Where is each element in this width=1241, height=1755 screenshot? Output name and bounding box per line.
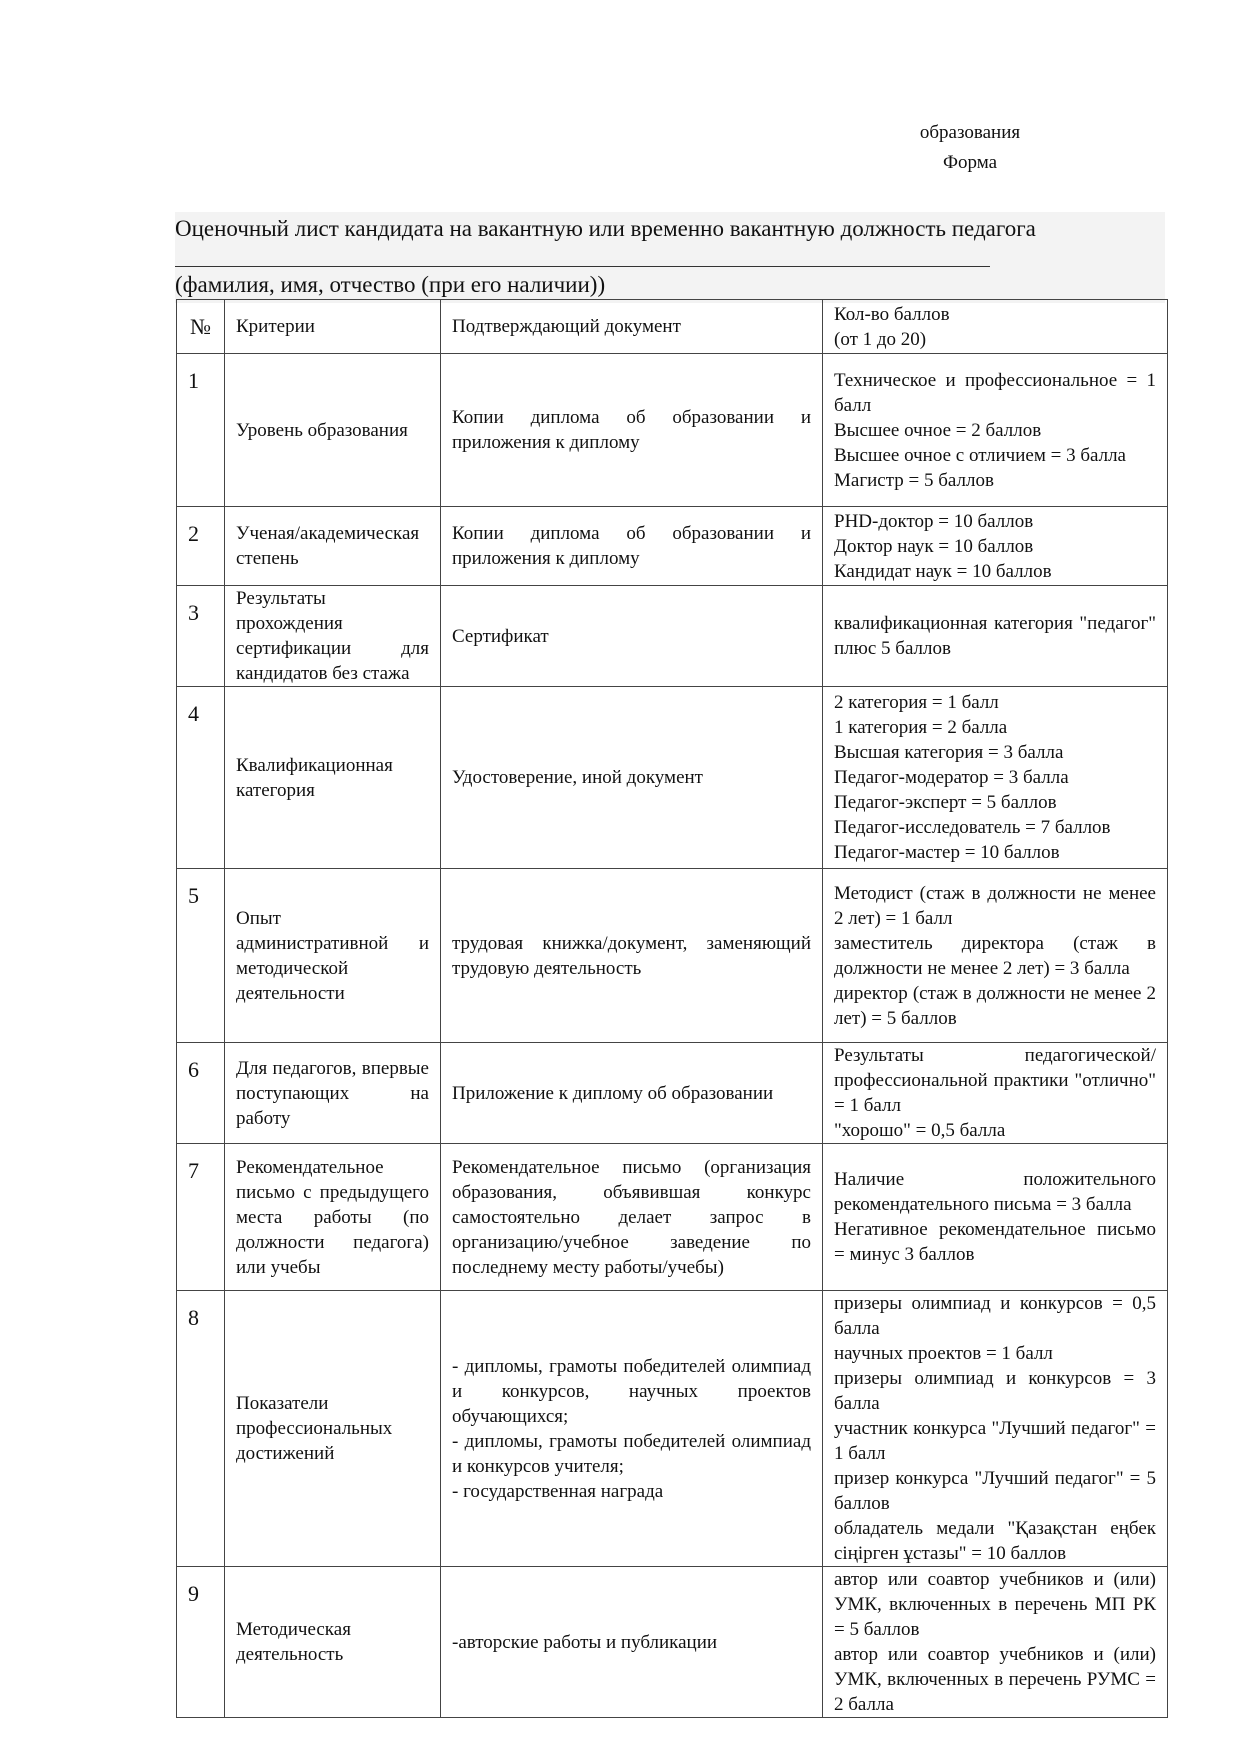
column-header-document: Подтверждающий документ: [441, 300, 823, 354]
row-number: 3: [177, 586, 225, 687]
table-row: [177, 354, 1168, 507]
score-line: Кандидат наук = 10 баллов: [834, 560, 1052, 582]
score-line: Педагог-исследователь = 7 баллов: [834, 817, 1111, 838]
name-underline: [175, 246, 990, 267]
table-row: [177, 1043, 1168, 1144]
criteria-cell: Для педагогов, впервые поступающих на работу: [225, 1043, 441, 1144]
row-number: 4: [177, 687, 225, 869]
document-title: Оценочный лист кандидата на вакантную или временно вакантную должность педагога: [175, 216, 1036, 241]
score-line: директор (стаж в должности не менее 2 лет) = 5 баллов: [834, 982, 1156, 1029]
criteria-cell: Ученая/академическая степень: [225, 507, 441, 586]
score-line: 1 категория = 2 балла: [834, 717, 1008, 738]
score-cell: [823, 687, 1168, 869]
column-header-score: [823, 300, 1168, 354]
row-number: 1: [177, 354, 225, 507]
document-cell: Копии диплома об образовании и приложения к диплому: [441, 354, 823, 507]
score-line: Доктор наук = 10 баллов: [834, 535, 1034, 557]
score-cell: [823, 1291, 1168, 1567]
row-number: 7: [177, 1144, 225, 1291]
score-line: Результаты педагогической/ профессиональной практики "отлично" = 1 балл: [834, 1045, 1156, 1116]
score-cell: [823, 586, 1168, 687]
score-line: призеры олимпиад и конкурсов = 3 балла: [834, 1368, 1156, 1414]
criteria-cell: Рекомендательное письмо с предыдущего места работы (по должности педагога) или учебы: [225, 1144, 441, 1291]
document-cell: Сертификат: [441, 586, 823, 687]
score-line: Высшая категория = 3 балла: [834, 742, 1064, 763]
score-line: обладатель медали "Қазақстан еңбек сіңірген ұстазы" = 10 баллов: [834, 1518, 1156, 1564]
name-caption: (фамилия, имя, отчество (при его наличии)): [175, 272, 606, 297]
row-number: 6: [177, 1043, 225, 1144]
score-cell: [823, 1043, 1168, 1144]
score-line: квалификационная категория "педагог" плюс 5 баллов: [834, 613, 1156, 659]
score-line: Магистр = 5 баллов: [834, 469, 994, 491]
table-row: [177, 869, 1168, 1043]
column-header-criteria: Критерии: [225, 300, 441, 354]
score-cell: [823, 507, 1168, 586]
score-cell: [823, 354, 1168, 507]
assessment-table: [176, 299, 1168, 1718]
document-cell: Удостоверение, иной документ: [441, 687, 823, 869]
score-line: 2 категория = 1 балл: [834, 692, 999, 713]
row-number: 8: [177, 1291, 225, 1567]
document-cell: -авторские работы и публикации: [441, 1567, 823, 1718]
table-row: [177, 1291, 1168, 1567]
score-cell: [823, 1144, 1168, 1291]
criteria-cell: Уровень образования: [225, 354, 441, 507]
score-line: Высшее очное с отличием = 3 балла: [834, 444, 1126, 466]
document-cell: трудовая книжка/документ, заменяющий трудовую деятельность: [441, 869, 823, 1043]
table-row: [177, 507, 1168, 586]
row-number: 5: [177, 869, 225, 1043]
score-header-label: Кол-во баллов: [834, 303, 950, 325]
score-line: Педагог-мастер = 10 баллов: [834, 842, 1060, 863]
header-line-education: образования: [919, 122, 1021, 143]
score-line: Наличие положительного рекомендательного письма = 3 балла: [834, 1169, 1156, 1215]
score-line: Педагог-эксперт = 5 баллов: [834, 792, 1057, 813]
header-line-form: Форма: [942, 152, 998, 173]
criteria-cell: Результаты прохождения сертификации для кандидатов без стажа: [225, 586, 441, 687]
score-cell: [823, 1567, 1168, 1718]
criteria-cell: Показатели профессиональных достижений: [225, 1291, 441, 1567]
criteria-cell: Методическая деятельность: [225, 1567, 441, 1718]
score-line: автор или соавтор учебников и (или) УМК, включенных в перечень МП РК = 5 баллов: [834, 1569, 1156, 1640]
row-number: 9: [177, 1567, 225, 1718]
column-header-number: №: [177, 300, 225, 354]
table-row: [177, 586, 1168, 687]
criteria-cell: Опыт административной и методической деятельности: [225, 869, 441, 1043]
document-line: - дипломы, грамоты победителей олимпиад и конкурсов, научных проектов обучающихся;: [452, 1355, 811, 1427]
score-line: Негативное рекомендательное письмо = минус 3 баллов: [834, 1219, 1156, 1265]
score-line: участник конкурса "Лучший педагог" = 1 балл: [834, 1418, 1156, 1464]
document-line: - государственная награда: [452, 1480, 664, 1502]
score-line: научных проектов = 1 балл: [834, 1343, 1053, 1364]
score-line: призер конкурса "Лучший педагог" = 5 баллов: [834, 1468, 1156, 1514]
score-cell: [823, 869, 1168, 1043]
score-line: заместитель директора (стаж в должности не менее 2 лет) = 3 балла: [834, 932, 1156, 979]
document-line: - дипломы, грамоты победителей олимпиад и конкурсов учителя;: [452, 1430, 811, 1477]
document-cell: Копии диплома об образовании и приложения к диплому: [441, 507, 823, 586]
score-line: Методист (стаж в должности не менее 2 лет) = 1 балл: [834, 882, 1156, 929]
page-header: [860, 118, 1080, 178]
document-cell: Приложение к диплому об образовании: [441, 1043, 823, 1144]
score-line: призеры олимпиад и конкурсов = 0,5 балла: [834, 1293, 1156, 1339]
score-line: Педагог-модератор = 3 балла: [834, 767, 1069, 788]
score-line: Высшее очное = 2 баллов: [834, 419, 1042, 441]
table-row: [177, 687, 1168, 869]
title-block: [175, 212, 1165, 303]
score-header-range: (от 1 до 20): [834, 328, 927, 350]
table-row: [177, 1144, 1168, 1291]
score-line: Техническое и профессиональное = 1 балл: [834, 369, 1156, 416]
document-cell: [441, 1291, 823, 1567]
table-row: [177, 1567, 1168, 1718]
table-header-row: [177, 300, 1168, 354]
score-line: "хорошо" = 0,5 балла: [834, 1120, 1006, 1141]
score-line: PHD-доктор = 10 баллов: [834, 510, 1034, 532]
row-number: 2: [177, 507, 225, 586]
score-line: автор или соавтор учебников и (или) УМК, включенных в перечень РУМС = 2 балла: [834, 1644, 1156, 1715]
criteria-cell: Квалификационная категория: [225, 687, 441, 869]
document-cell: Рекомендательное письмо (организация образования, объявившая конкурс самостоятельно делает запрос в организацию/учебное заведение по последнему месту работы/учебы): [441, 1144, 823, 1291]
